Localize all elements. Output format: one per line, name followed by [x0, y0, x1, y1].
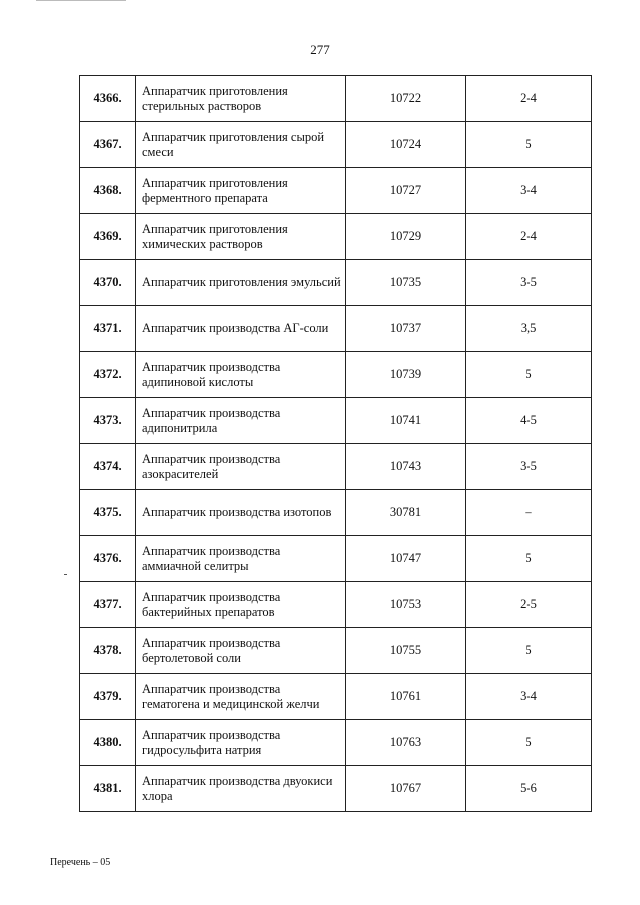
profession-name: Аппаратчик производства двуокиси хлора — [136, 766, 346, 812]
grade-range: 5 — [466, 352, 592, 398]
row-number: 4366. — [80, 76, 136, 122]
row-number: 4376. — [80, 536, 136, 582]
profession-name: Аппаратчик производства АГ-соли — [136, 306, 346, 352]
profession-code: 10739 — [346, 352, 466, 398]
profession-name: Аппаратчик производства адипиновой кислоты — [136, 352, 346, 398]
table-row — [80, 628, 592, 674]
row-number: 4375. — [80, 490, 136, 536]
row-number: 4379. — [80, 674, 136, 720]
profession-name: Аппаратчик приготовления эмульсий — [136, 260, 346, 306]
profession-name: Аппаратчик производства бактерийных препаратов — [136, 582, 346, 628]
grade-range: 3-5 — [466, 444, 592, 490]
table-row — [80, 260, 592, 306]
profession-name: Аппаратчик производства гидросульфита натрия — [136, 720, 346, 766]
profession-name: Аппаратчик приготовления химических растворов — [136, 214, 346, 260]
profession-code: 10735 — [346, 260, 466, 306]
profession-name: Аппаратчик приготовления сырой смеси — [136, 122, 346, 168]
profession-name: Аппаратчик производства адипонитрила — [136, 398, 346, 444]
profession-code: 10743 — [346, 444, 466, 490]
profession-code: 30781 — [346, 490, 466, 536]
table-row — [80, 582, 592, 628]
profession-code: 10727 — [346, 168, 466, 214]
row-number: 4378. — [80, 628, 136, 674]
table-row — [80, 720, 592, 766]
profession-name: Аппаратчик производства азокрасителей — [136, 444, 346, 490]
profession-code: 10729 — [346, 214, 466, 260]
profession-code: 10722 — [346, 76, 466, 122]
row-number: 4370. — [80, 260, 136, 306]
grade-range: 2-4 — [466, 214, 592, 260]
grade-range: 5 — [466, 536, 592, 582]
profession-code: 10767 — [346, 766, 466, 812]
profession-code: 10753 — [346, 582, 466, 628]
footer-label: Перечень – 05 — [50, 857, 111, 868]
grade-range: 2-5 — [466, 582, 592, 628]
grade-range: – — [466, 490, 592, 536]
profession-name: Аппаратчик производства гематогена и медицинской желчи — [136, 674, 346, 720]
grade-range: 3,5 — [466, 306, 592, 352]
table-row — [80, 444, 592, 490]
table-row — [80, 122, 592, 168]
table-row — [80, 490, 592, 536]
grade-range: 5 — [466, 720, 592, 766]
grade-range: 5 — [466, 122, 592, 168]
grade-range: 3-4 — [466, 168, 592, 214]
profession-name: Аппаратчик производства аммиачной селитры — [136, 536, 346, 582]
profession-name: Аппаратчик приготовления ферментного препарата — [136, 168, 346, 214]
row-number: 4368. — [80, 168, 136, 214]
grade-range: 4-5 — [466, 398, 592, 444]
scan-speck — [64, 574, 67, 575]
profession-code: 10761 — [346, 674, 466, 720]
table-row — [80, 536, 592, 582]
profession-code: 10737 — [346, 306, 466, 352]
table-row — [80, 766, 592, 812]
row-number: 4374. — [80, 444, 136, 490]
table-row — [80, 214, 592, 260]
row-number: 4377. — [80, 582, 136, 628]
table-row — [80, 674, 592, 720]
table-row — [80, 76, 592, 122]
table-row — [80, 306, 592, 352]
profession-name: Аппаратчик производства изотопов — [136, 490, 346, 536]
profession-name: Аппаратчик приготовления стерильных растворов — [136, 76, 346, 122]
page-number: 277 — [310, 42, 330, 57]
row-number: 4380. — [80, 720, 136, 766]
profession-code: 10763 — [346, 720, 466, 766]
grade-range: 2-4 — [466, 76, 592, 122]
scan-artifact — [36, 0, 126, 4]
table-row — [80, 398, 592, 444]
grade-range: 3-5 — [466, 260, 592, 306]
row-number: 4367. — [80, 122, 136, 168]
table-row — [80, 352, 592, 398]
profession-code: 10724 — [346, 122, 466, 168]
row-number: 4372. — [80, 352, 136, 398]
table-body — [80, 76, 592, 812]
profession-table — [79, 75, 592, 812]
table-row — [80, 168, 592, 214]
grade-range: 5 — [466, 628, 592, 674]
row-number: 4371. — [80, 306, 136, 352]
profession-name: Аппаратчик производства бертолетовой соли — [136, 628, 346, 674]
profession-code: 10741 — [346, 398, 466, 444]
grade-range: 5-6 — [466, 766, 592, 812]
grade-range: 3-4 — [466, 674, 592, 720]
row-number: 4373. — [80, 398, 136, 444]
row-number: 4369. — [80, 214, 136, 260]
profession-code: 10755 — [346, 628, 466, 674]
profession-code: 10747 — [346, 536, 466, 582]
row-number: 4381. — [80, 766, 136, 812]
